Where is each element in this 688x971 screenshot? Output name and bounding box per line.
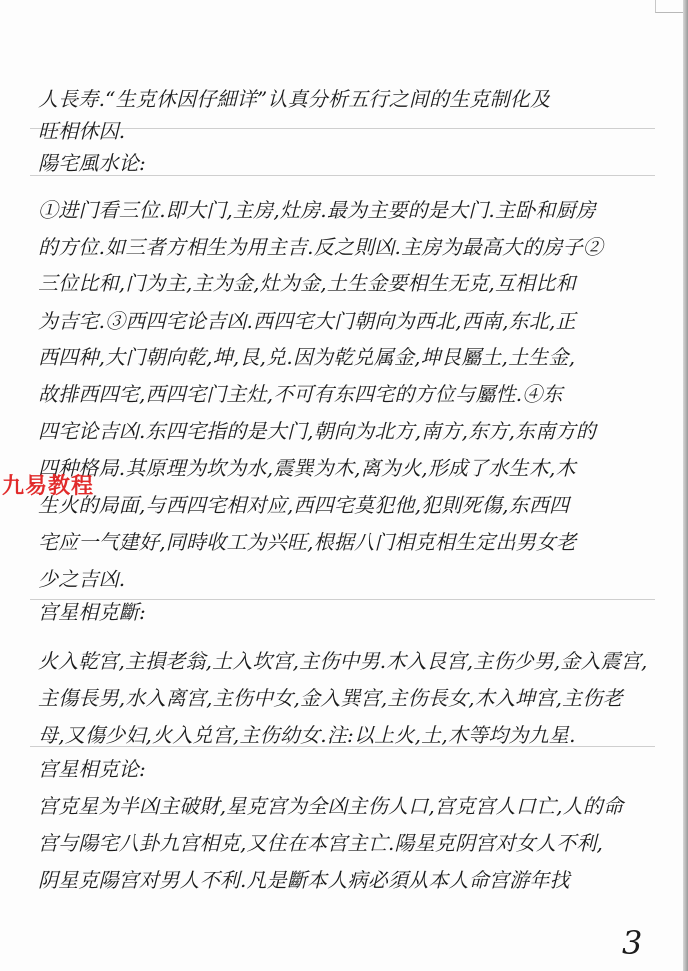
text-line-5: 的方位.如三者方相生为用主吉.反之則凶.主房为最高大的房子② [38,235,604,259]
text-line-12: 生火的局面,与西四宅相对应,西四宅莫犯他,犯則死傷,东西四 [38,493,570,517]
text-line-6: 三位比和,门为主,主为金,灶为金,土生金要相生无克,互相比和 [38,271,576,295]
page-corner-edge [655,0,684,13]
text-line-14: 少之吉凶. [38,567,126,591]
page-right-edge [683,0,688,971]
section-heading-gongxing-xiangke-lun: 宫星相克论: [38,757,146,781]
text-line-1: 人長寿.“生克休因仔細详”认真分析五行之间的生克制化及 [38,87,551,111]
text-line-22: 阴星克陽宫对男人不利.凡是斷本人病必須从本人命宫游年找 [38,868,570,892]
watermark-label: 九易教程 [2,474,95,499]
text-line-11: 四种格局.其原理为坎为水,震巽为木,离为火,形成了水生木,木 [38,456,576,480]
text-line-20: 宫克星为半凶主破財,星克宫为全凶主伤人口,宫克宫人口亡,人的命 [38,794,624,818]
text-line-13: 宅应一气建好,同時收工为兴旺,根据八门相克相生定出男女老 [38,530,577,554]
text-line-7: 为吉宅.③西四宅论吉凶.西四宅大门朝向为西北,西南,东北,正 [38,309,576,333]
text-line-10: 四宅论吉凶.东四宅指的是大门,朝向为北方,南方,东方,东南方的 [38,419,596,443]
section-heading-yangzhai-fengshui: 陽宅風水论: [38,151,146,175]
section-heading-gongxing-xiangke-duan: 宫星相克斷: [38,600,146,624]
text-line-18: 母,又傷少妇,火入兑宫,主伤幼女.注:以上火,土,木等均为九星. [38,723,576,747]
text-line-4: ①进门看三位.即大门,主房,灶房.最为主要的是大门.主卧和厨房 [38,198,596,222]
page-number: 3 [622,924,643,962]
text-line-8: 西四种,大门朝向乾,坤,艮,兑.因为乾兑属金,坤艮屬土,土生金, [38,345,576,369]
text-line-21: 宫与陽宅八卦九宫相克,又住在本宫主亡.陽星克阴宫对女人不利, [38,831,604,855]
text-line-2: 旺相休囚. [38,119,126,143]
text-line-16: 火入乾宫,主損老翁,土入坎宫,主伤中男.木入艮宫,主伤少男,金入震宫, [38,649,648,673]
text-line-9: 故排西四宅,西四宅门主灶,不可有东四宅的方位与屬性.④东 [38,382,563,406]
text-line-17: 主傷長男,水入离宫,主伤中女,金入巽宫,主伤長女,木入坤宫,主伤老 [38,686,623,710]
